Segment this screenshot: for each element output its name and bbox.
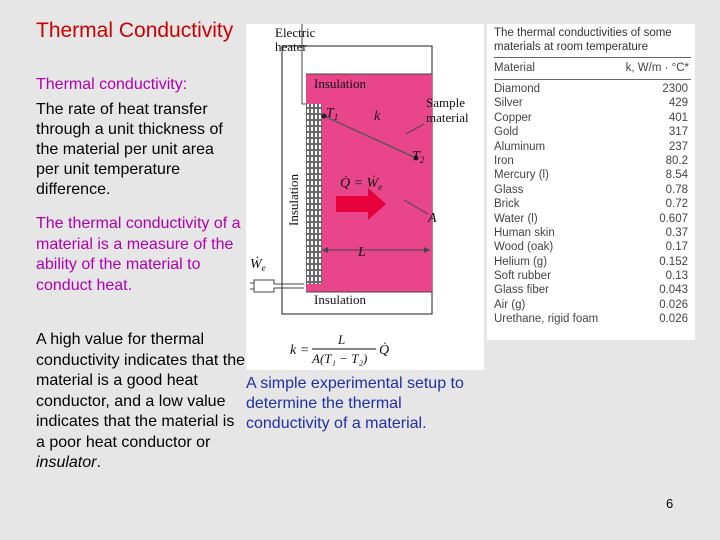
- material-cell: Aluminum: [494, 140, 546, 153]
- insulation-bottom-label: Insulation: [314, 292, 366, 307]
- material-label: material: [426, 110, 469, 125]
- sample-label: Sample: [426, 95, 465, 110]
- table-caption: The thermal conductivities of some materials at room temperature: [494, 27, 672, 53]
- heater-label: heater: [275, 39, 307, 54]
- conductivity-cell: 0.17: [665, 241, 688, 254]
- table-row: [494, 154, 691, 168]
- t2-label: $T_2$: [412, 149, 425, 165]
- formula-q: Q̇: [379, 343, 390, 358]
- conductivity-cell: 0.026: [659, 313, 688, 326]
- material-cell: Helium (g): [494, 255, 548, 268]
- page-number: 6: [666, 496, 674, 511]
- measure-paragraph: The thermal conductivity of a material is a measure of the ability of the material to conduct heat.: [36, 215, 241, 294]
- t1-label: $T_1$: [326, 106, 339, 122]
- conductivity-cell: 80.2: [665, 154, 688, 167]
- conductivity-cell: 237: [668, 140, 688, 153]
- q-equals-we-label: Q̇ = Ẇ$_e$: [340, 176, 383, 192]
- conductivity-cell: 401: [668, 111, 688, 124]
- table-row: [494, 283, 691, 297]
- table-row: [494, 183, 691, 197]
- material-cell: Silver: [494, 97, 523, 110]
- material-cell: Copper: [494, 111, 532, 124]
- material-cell: Diamond: [494, 83, 541, 95]
- insulator-word: insulator: [36, 454, 97, 471]
- table-row: [494, 312, 691, 326]
- conductivity-cell: 0.607: [659, 212, 688, 225]
- table-row: [494, 255, 691, 269]
- insulation-side-label: Insulation: [286, 174, 301, 226]
- table-row: [494, 269, 691, 283]
- table-row: [494, 197, 691, 211]
- formula-numerator: L: [338, 332, 346, 347]
- high-value-text: A high value for thermal conductivity indicates that the material is a good heat conductor, and a low value indicates that the material is a poor heat conductor or: [36, 331, 246, 451]
- material-cell: Soft rubber: [494, 270, 551, 283]
- table-row: [494, 82, 691, 96]
- table-body: [494, 82, 691, 327]
- definition-term: Thermal conductivity:: [36, 76, 188, 93]
- conductivity-cell: 8.54: [665, 169, 688, 182]
- material-cell: Urethane, rigid foam: [494, 313, 599, 326]
- table-row: [494, 140, 691, 154]
- table-row: [494, 240, 691, 254]
- conductivity-cell: 0.37: [665, 226, 688, 239]
- material-cell: Brick: [494, 198, 520, 211]
- table-row: [494, 298, 691, 312]
- material-cell: Glass fiber: [494, 284, 549, 297]
- formula-k: k =: [290, 343, 310, 358]
- table-row: [494, 168, 691, 182]
- slide-title: Thermal Conductivity: [36, 19, 234, 42]
- insulator-suffix: .: [96, 454, 101, 471]
- figure-caption: A simple experimental setup to determine the thermal conductivity of a material.: [246, 375, 464, 432]
- material-cell: Wood (oak): [494, 241, 554, 254]
- table-row: [494, 111, 691, 125]
- table-row: [494, 212, 691, 226]
- conductivity-cell: 429: [668, 97, 688, 110]
- conductivity-cell: 0.78: [665, 183, 688, 196]
- header-material: Material: [494, 62, 535, 74]
- formula-denominator: A(T₁ − T₂): [312, 351, 368, 366]
- material-cell: Gold: [494, 126, 519, 139]
- table-row: [494, 96, 691, 110]
- experiment-figure: [246, 24, 484, 370]
- k-label: k: [374, 109, 381, 124]
- table-header: [494, 58, 691, 79]
- electric-label: Electric: [275, 25, 316, 40]
- conductivity-cell: 317: [668, 126, 688, 139]
- heater-element: [306, 104, 322, 284]
- conductivity-cell: 0.13: [665, 270, 688, 283]
- conductivity-cell: 0.043: [659, 284, 688, 297]
- conductivity-cell: 0.026: [659, 298, 688, 311]
- experiment-diagram: [246, 24, 484, 370]
- table-row: [494, 125, 691, 139]
- conductivity-cell: 0.72: [665, 198, 688, 211]
- material-cell: Human skin: [494, 226, 555, 239]
- definition-text: The rate of heat transfer through a unit thickness of the material per unit area per unit temperature difference.: [36, 101, 223, 198]
- material-cell: Water (l): [494, 212, 538, 225]
- material-cell: Iron: [494, 154, 514, 167]
- material-cell: Mercury (l): [494, 169, 549, 182]
- material-cell: Glass: [494, 183, 524, 196]
- we-label: Ẇ$_e$: [250, 257, 266, 273]
- length-label: L: [358, 245, 366, 260]
- conductivity-cell: 2300: [662, 83, 688, 95]
- insulation-top-label: Insulation: [314, 76, 366, 91]
- table-row: [494, 226, 691, 240]
- conductivity-table: [487, 24, 695, 340]
- material-cell: Air (g): [494, 298, 526, 311]
- high-value-paragraph: [36, 330, 246, 474]
- conductivity-cell: 0.152: [659, 255, 688, 268]
- area-label: A: [428, 211, 437, 226]
- header-k: k, W/m · °C*: [625, 62, 689, 74]
